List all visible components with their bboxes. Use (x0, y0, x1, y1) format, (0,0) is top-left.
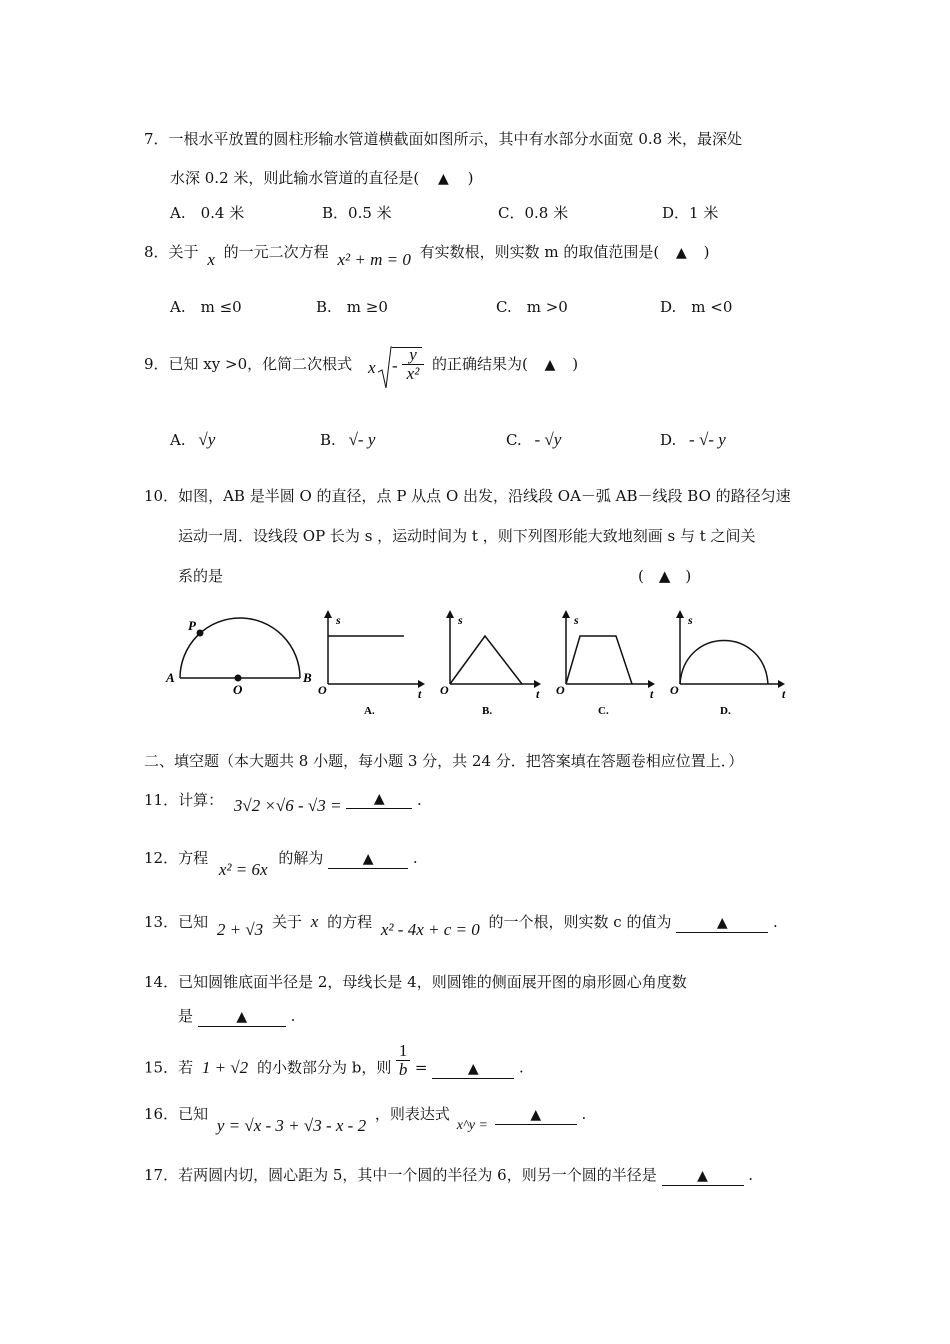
answer-triangle-icon: ▲ (467, 1060, 479, 1077)
q9-expr-x: x (368, 358, 376, 377)
q9-frac-den: x² (406, 364, 420, 383)
q16-expression2: x^y = (456, 1118, 488, 1133)
q13-mid2: 的方程 (327, 913, 373, 931)
q12-end: . (412, 849, 418, 867)
axis-t-label: t (536, 687, 540, 701)
answer-triangle-icon: ▲ (530, 1107, 542, 1123)
q9-option-a-value: √y (198, 430, 216, 449)
q8-var: x (207, 250, 215, 269)
section2-heading: 二、填空题（本大题共 8 小题，每小题 3 分，共 24 分．把答案填在答题卷相应位置上．） (144, 752, 744, 770)
q9-option-d-label: D. (660, 431, 677, 449)
origin-label: O (670, 683, 679, 697)
q12-equation: x² = 6x (218, 860, 268, 879)
q13-pre: 13．已知 (144, 913, 209, 931)
q8-option-c: C. m >0 (496, 298, 568, 316)
q9-radical-expression: x - $\frac{y}{\text{x²}}$ (368, 344, 376, 396)
q9-stem-post (432, 354, 578, 375)
q16-post: ，则表达式 (374, 1105, 450, 1123)
q9-option-b (320, 430, 375, 450)
graph-c-label: C. (598, 705, 609, 717)
q17-end: . (748, 1166, 754, 1184)
answer-triangle-icon: ▲ (676, 245, 687, 261)
q8-pre: 8．关于 (144, 243, 199, 261)
q8-option-a: A. m ≤0 (170, 298, 242, 316)
q7-line1: 7．一根水平放置的圆柱形输水管道横截面如图所示，其中有水部分水面宽 0.8 米，最深处 (144, 130, 742, 148)
q15-eq: = (414, 1058, 428, 1077)
q9-option-b-value: √- y (348, 430, 376, 449)
q15-end: . (519, 1058, 524, 1077)
q8-stem (144, 242, 710, 269)
graph-d-label: D. (720, 705, 731, 717)
q16-end: . (581, 1105, 587, 1123)
q9-option-c-label: C. (506, 431, 522, 449)
q7-option-b: B．0.5 米 (322, 204, 392, 222)
q8-option-d: D. m <0 (660, 298, 733, 316)
q9-frac-num: y (402, 346, 424, 365)
axis-s-label: s (574, 613, 579, 627)
q9-option-c-value: - √y (534, 430, 562, 449)
q7-option-d: D．1 米 (662, 204, 719, 222)
origin-label: O (556, 683, 565, 697)
q15 (144, 1041, 524, 1092)
graph-b (440, 610, 541, 717)
q7-line2 (170, 168, 473, 189)
point-p-dot (197, 630, 204, 637)
answer-triangle-icon: ▲ (697, 1168, 708, 1184)
point-a-label: A (166, 670, 175, 685)
q10-line2: 运动一周．设线段 OP 长为 s ，运动时间为 t ，则下列图形能大致地刻画 s 与 t 之间关 (178, 527, 756, 545)
q10-figure (160, 604, 800, 724)
q16 (144, 1104, 586, 1134)
q15-pre: 15．若 (144, 1058, 194, 1077)
q17-text: 17．若两圆内切，圆心距为 5，其中一个圆的半径为 6，则另一个圆的半径是 (144, 1166, 657, 1184)
q17 (144, 1165, 753, 1186)
answer-triangle-icon: ▲ (716, 915, 728, 931)
q7-close: ) (467, 169, 474, 187)
q13-post: 的一个根，则实数 c 的值为 (488, 913, 672, 931)
answer-triangle-icon: ▲ (236, 1009, 248, 1025)
q7-stem: 水深 0.2 米，则此输水管道的直径是( (170, 169, 420, 187)
axis-t-label: t (782, 687, 786, 701)
q11-end: . (417, 791, 422, 809)
graph-d (670, 610, 786, 717)
origin-label: O (318, 683, 327, 697)
axis-s-label: s (458, 613, 463, 627)
q11-pre: 11．计算： (144, 791, 224, 809)
graph-a-label: A. (364, 705, 375, 717)
q13-var: x (310, 912, 319, 931)
q14-end: . (290, 1007, 296, 1025)
point-o-dot (235, 675, 242, 682)
point-b-label: B (303, 670, 312, 685)
q12-post: 的解为 (278, 849, 324, 867)
q11 (144, 790, 422, 818)
origin-label: O (440, 683, 449, 697)
axis-s-label: s (688, 613, 693, 627)
q13 (144, 912, 778, 942)
axis-s-label: s (336, 613, 341, 627)
graph-c (556, 610, 655, 717)
q15-frac-den: b (398, 1060, 408, 1079)
q14-line1: 14．已知圆锥底面半径是 2，母线长是 4，则圆锥的侧面展开图的扇形圆心角度数 (144, 973, 687, 991)
q15-frac-num: 1 (396, 1042, 410, 1061)
radical-sign-icon (378, 346, 392, 392)
q10-line1: 10．如图，AB 是半圆 O 的直径，点 P 从点 O 出发，沿线段 OA－弧 AB－线段 BO 的路径匀速 (144, 487, 791, 505)
q15-expression: 1 + √2 (201, 1057, 249, 1077)
q9-option-c (506, 430, 561, 450)
q16-pre: 16．已知 (144, 1105, 209, 1123)
q11-expression: 3√2 ×√6 - √3 = (233, 796, 342, 815)
q13-equation: x² - 4x + c = 0 (380, 920, 480, 939)
axis-t-label: t (418, 687, 422, 701)
semicircle-diagram (165, 618, 312, 697)
q9-option-d (660, 430, 726, 450)
q15-post: 的小数部分为 b，则 (256, 1058, 392, 1077)
graph-a (318, 610, 425, 717)
q8-option-b: B. m ≥0 (316, 298, 388, 316)
q9-stem-pre: 9．已知 xy >0，化简二次根式 (144, 355, 353, 373)
q13-end: . (773, 913, 778, 931)
q9-post: 的正确结果为( (432, 355, 528, 373)
q10-line3: 系的是 (178, 567, 224, 585)
point-o-label: O (233, 682, 243, 697)
q9-close: ) (572, 355, 579, 373)
answer-triangle-icon: ▲ (362, 851, 374, 867)
q9-option-a-label: A. (170, 431, 186, 449)
q8-post: 有实数根，则实数 m 的取值范围是( (419, 243, 660, 261)
q8-equation: x² + m = 0 (337, 250, 411, 269)
q14-line2-text: 是 (178, 1007, 194, 1025)
answer-triangle-icon: ▲ (373, 791, 385, 807)
graph-b-label: B. (482, 705, 493, 717)
q9-option-d-value: - √- y (689, 430, 726, 449)
q13-root: 2 + √3 (216, 920, 264, 939)
q13-mid: 关于 (271, 913, 302, 931)
q12-pre: 12．方程 (144, 849, 209, 867)
q16-expression: y = √x - 3 + √3 - x - 2 (216, 1116, 367, 1135)
q9-option-b-label: B. (320, 431, 336, 449)
q12 (144, 848, 418, 878)
q7-option-a: A. 0.4 米 (170, 204, 245, 222)
answer-triangle-icon: ▲ (544, 357, 556, 373)
q9-option-a (170, 430, 215, 450)
q8-close: ) (703, 243, 710, 261)
q7-option-c: C．0.8 米 (498, 204, 569, 222)
q8-mid: 的一元二次方程 (223, 243, 329, 261)
point-p-label: P (188, 618, 196, 633)
q10-answer: ( ▲ ) (638, 567, 692, 585)
q14-line2 (178, 1006, 295, 1027)
axis-t-label: t (650, 687, 654, 701)
answer-triangle-icon: ▲ (438, 171, 449, 187)
